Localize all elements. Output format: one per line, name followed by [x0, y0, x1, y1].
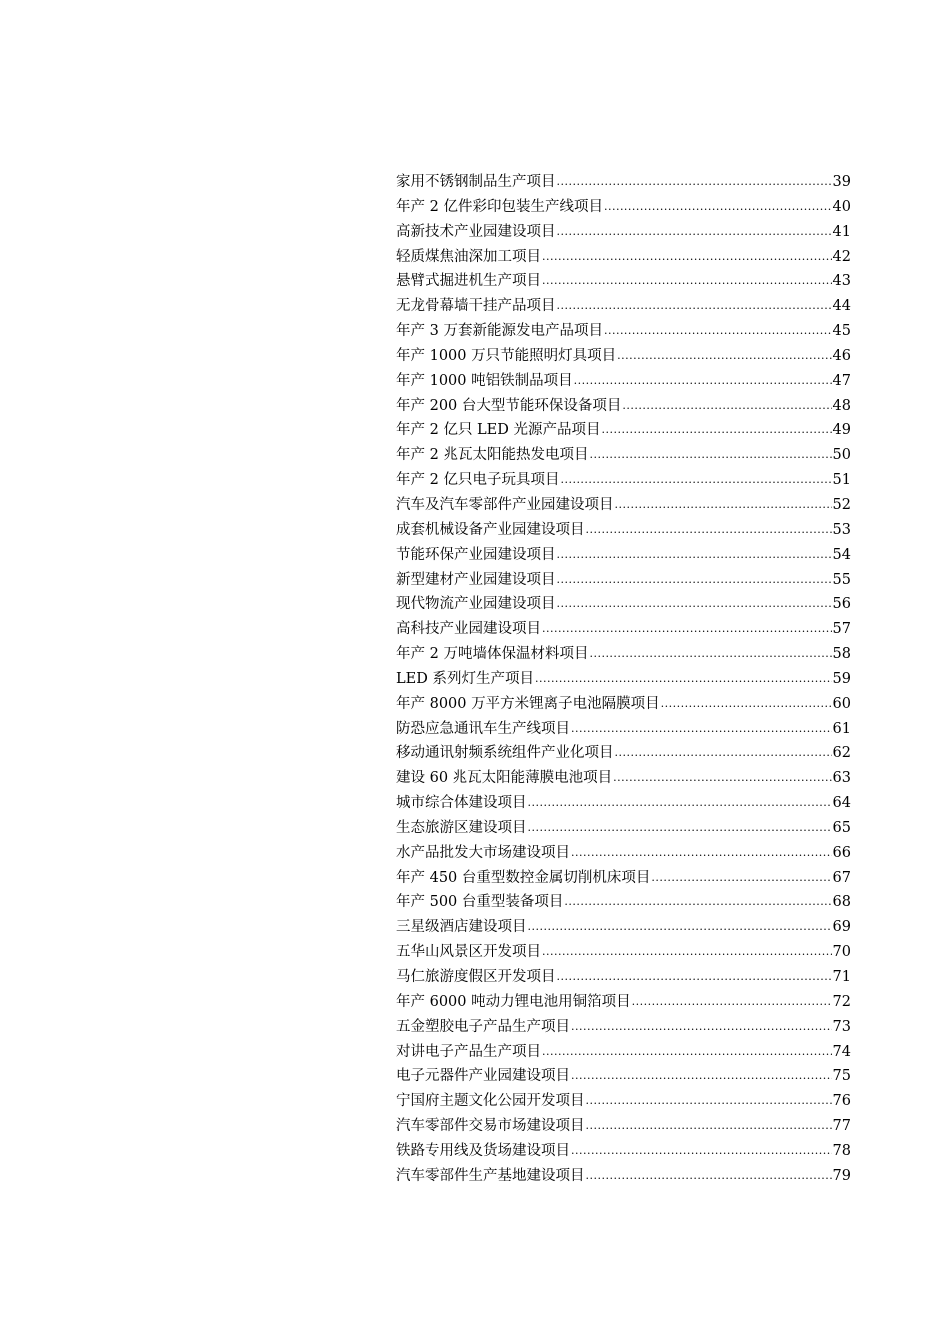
toc-dot-leader: [613, 766, 831, 791]
toc-entry[interactable]: [396, 195, 851, 220]
toc-entry-title: 马仁旅游度假区开发项目: [396, 969, 556, 985]
toc-dot-leader: [542, 1040, 832, 1065]
toc-entry-page-number: 51: [832, 472, 851, 489]
toc-entry-title: 节能环保产业园建设项目: [396, 546, 556, 563]
toc-entry-title: LED 系列灯生产项目: [396, 670, 534, 687]
toc-dot-leader: [604, 195, 832, 220]
toc-entry-page-number: 74: [832, 1043, 851, 1060]
toc-entry[interactable]: [396, 741, 851, 766]
toc-entry-page-number: 56: [832, 596, 851, 613]
toc-entry-page-number: 60: [832, 695, 851, 712]
toc-entry-page-number: 58: [832, 646, 851, 663]
toc-entry-title: 年产 2 万吨墙体保温材料项目: [396, 646, 589, 663]
toc-dot-leader: [604, 319, 832, 344]
toc-entry[interactable]: [396, 940, 851, 965]
toc-dot-leader: [535, 667, 832, 692]
toc-entry[interactable]: [396, 816, 851, 841]
toc-dot-leader: [528, 816, 832, 841]
toc-entry-title: 成套机械设备产业园建设项目: [396, 521, 585, 538]
toc-entry-page-number: 69: [832, 919, 851, 936]
toc-entry-title: 年产 2 亿件彩印包装生产线项目: [396, 198, 603, 215]
toc-entry-page-number: 43: [832, 273, 851, 290]
toc-entry[interactable]: [396, 1164, 851, 1189]
toc-entry[interactable]: [396, 443, 851, 468]
toc-entry-page-number: 71: [832, 969, 851, 985]
toc-entry-page-number: 62: [832, 745, 851, 762]
toc-entry-title: 对讲电子产品生产项目: [396, 1043, 541, 1060]
toc-entry-page-number: 63: [832, 770, 851, 787]
toc-entry-page-number: 50: [832, 447, 851, 464]
toc-dot-leader: [557, 568, 832, 593]
toc-entry[interactable]: [396, 220, 851, 245]
toc-entry-title: 年产 6000 吨动力锂电池用铜箔项目: [396, 993, 631, 1010]
toc-entry[interactable]: [396, 1089, 851, 1114]
toc-entry[interactable]: [396, 841, 851, 866]
toc-dot-leader: [542, 269, 832, 294]
toc-entry-page-number: 78: [832, 1142, 851, 1159]
toc-dot-leader: [602, 418, 832, 443]
toc-entry-page-number: 57: [832, 621, 851, 638]
toc-entry-title: 年产 8000 万平方米锂离子电池隔膜项目: [396, 695, 660, 712]
toc-dot-leader: [617, 344, 831, 369]
toc-dot-leader: [586, 1114, 832, 1139]
toc-entry[interactable]: [396, 1015, 851, 1040]
toc-dot-leader: [557, 170, 832, 195]
toc-entry[interactable]: [396, 965, 851, 990]
toc-entry[interactable]: [396, 1040, 851, 1065]
toc-entry-title: 五金塑胶电子产品生产项目: [396, 1018, 570, 1035]
toc-entry-page-number: 61: [832, 720, 851, 737]
toc-entry[interactable]: [396, 394, 851, 419]
toc-dot-leader: [651, 866, 831, 891]
toc-entry[interactable]: [396, 890, 851, 915]
toc-dot-leader: [615, 741, 832, 766]
toc-entry[interactable]: [396, 319, 851, 344]
toc-entry[interactable]: [396, 344, 851, 369]
toc-entry[interactable]: [396, 990, 851, 1015]
toc-entry[interactable]: [396, 592, 851, 617]
toc-entry[interactable]: [396, 418, 851, 443]
toc-entry-page-number: 46: [832, 347, 851, 364]
toc-dot-leader: [571, 717, 832, 742]
toc-dot-leader: [589, 642, 831, 667]
toc-dot-leader: [560, 468, 831, 493]
toc-dot-leader: [542, 245, 832, 270]
toc-dot-leader: [571, 1064, 832, 1089]
toc-dot-leader: [557, 220, 832, 245]
toc-dot-leader: [574, 369, 832, 394]
toc-entry-page-number: 41: [832, 223, 851, 240]
toc-dot-leader: [571, 841, 832, 866]
toc-entry[interactable]: [396, 518, 851, 543]
toc-entry[interactable]: [396, 468, 851, 493]
toc-entry-title: 汽车零部件生产基地建设项目: [396, 1167, 585, 1184]
toc-entry-title: 年产 1000 吨铝铁制品项目: [396, 372, 573, 389]
toc-entry-page-number: 68: [832, 894, 851, 911]
toc-entry-page-number: 77: [832, 1118, 851, 1135]
toc-entry-page-number: 42: [832, 248, 851, 265]
toc-dot-leader: [571, 1139, 832, 1164]
toc-entry-page-number: 76: [832, 1093, 851, 1110]
toc-entry-title: 铁路专用线及货场建设项目: [396, 1142, 570, 1159]
toc-dot-leader: [586, 1164, 832, 1189]
toc-entry-page-number: 75: [832, 1068, 851, 1085]
toc-dot-leader: [632, 990, 832, 1015]
toc-entry-title: 移动通讯射频系统组件产业化项目: [396, 745, 614, 762]
toc-entry-title: 水产品批发大市场建设项目: [396, 844, 570, 861]
toc-entry-title: 无龙骨幕墙干挂产品项目: [396, 298, 556, 315]
toc-entry[interactable]: [396, 667, 851, 692]
toc-dot-leader: [622, 394, 831, 419]
toc-entry-title: 年产 200 台大型节能环保设备项目: [396, 397, 622, 414]
toc-dot-leader: [589, 443, 831, 468]
toc-dot-leader: [571, 1015, 832, 1040]
toc-dot-leader: [557, 965, 832, 990]
toc-dot-leader: [615, 493, 832, 518]
toc-entry-page-number: 49: [832, 422, 851, 439]
toc-entry[interactable]: [396, 245, 851, 270]
toc-entry-page-number: 52: [832, 496, 851, 513]
toc-entry[interactable]: [396, 766, 851, 791]
toc-entry[interactable]: [396, 915, 851, 940]
toc-entry[interactable]: [396, 1064, 851, 1089]
toc-entry-page-number: 59: [832, 670, 851, 687]
toc-entry-title: 年产 2 亿只 LED 光源产品项目: [396, 422, 601, 439]
toc-dot-leader: [542, 940, 832, 965]
toc-entry-title: 城市综合体建设项目: [396, 795, 527, 812]
toc-dot-leader: [586, 1089, 832, 1114]
toc-entry-page-number: 45: [832, 323, 851, 340]
table-of-contents: [396, 170, 851, 1189]
toc-entry-page-number: 73: [832, 1018, 851, 1035]
toc-entry-title: 年产 2 亿只电子玩具项目: [396, 472, 560, 489]
toc-entry-title: 悬臂式掘进机生产项目: [396, 273, 541, 290]
toc-entry-page-number: 48: [832, 397, 851, 414]
toc-entry-title: 建设 60 兆瓦太阳能薄膜电池项目: [396, 770, 613, 787]
toc-entry-title: 轻质煤焦油深加工项目: [396, 248, 541, 265]
toc-entry[interactable]: [396, 866, 851, 891]
toc-entry-title: 新型建材产业园建设项目: [396, 571, 556, 588]
toc-entry[interactable]: [396, 369, 851, 394]
toc-dot-leader: [542, 617, 832, 642]
toc-entry[interactable]: [396, 543, 851, 568]
toc-dot-leader: [528, 915, 832, 940]
toc-entry-page-number: 66: [832, 844, 851, 861]
toc-entry-page-number: 44: [832, 298, 851, 315]
toc-dot-leader: [564, 890, 831, 915]
toc-entry-title: 现代物流产业园建设项目: [396, 596, 556, 613]
toc-entry-title: 防恐应急通讯车生产线项目: [396, 720, 570, 737]
toc-entry-page-number: 39: [832, 174, 851, 190]
toc-entry-page-number: 54: [832, 546, 851, 563]
toc-entry[interactable]: [396, 1139, 851, 1164]
toc-entry-title: 三星级酒店建设项目: [396, 919, 527, 936]
toc-entry-page-number: 64: [832, 795, 851, 812]
toc-entry-title: 生态旅游区建设项目: [396, 819, 527, 836]
toc-dot-leader: [661, 692, 832, 717]
toc-entry-title: 年产 450 台重型数控金属切削机床项目: [396, 869, 651, 886]
toc-dot-leader: [528, 791, 832, 816]
toc-entry-title: 汽车零部件交易市场建设项目: [396, 1118, 585, 1135]
toc-entry-title: 宁国府主题文化公园开发项目: [396, 1093, 585, 1110]
toc-entry-page-number: 79: [832, 1167, 851, 1184]
toc-entry-title: 高新技术产业园建设项目: [396, 223, 556, 240]
toc-entry-title: 年产 3 万套新能源发电产品项目: [396, 323, 603, 340]
toc-entry-title: 汽车及汽车零部件产业园建设项目: [396, 496, 614, 513]
toc-dot-leader: [557, 592, 832, 617]
toc-entry-page-number: 65: [832, 819, 851, 836]
toc-entry-title: 年产 1000 万只节能照明灯具项目: [396, 347, 617, 364]
toc-entry[interactable]: [396, 791, 851, 816]
toc-entry[interactable]: [396, 170, 851, 195]
toc-entry-page-number: 67: [832, 869, 851, 886]
toc-entry-page-number: 55: [832, 571, 851, 588]
toc-entry-page-number: 70: [832, 944, 851, 961]
toc-entry[interactable]: [396, 493, 851, 518]
toc-entry-title: 年产 2 兆瓦太阳能热发电项目: [396, 447, 589, 464]
toc-entry-page-number: 72: [832, 993, 851, 1010]
toc-entry[interactable]: [396, 642, 851, 667]
toc-entry[interactable]: [396, 692, 851, 717]
toc-entry[interactable]: [396, 568, 851, 593]
toc-entry-page-number: 53: [832, 521, 851, 538]
toc-entry-title: 高科技产业园建设项目: [396, 621, 541, 638]
toc-entry[interactable]: [396, 1114, 851, 1139]
toc-entry[interactable]: [396, 717, 851, 742]
toc-entry-title: 年产 500 台重型装备项目: [396, 894, 564, 911]
toc-entry-page-number: 47: [832, 372, 851, 389]
toc-entry-page-number: 40: [832, 198, 851, 215]
toc-dot-leader: [557, 543, 832, 568]
toc-entry-title: 电子元器件产业园建设项目: [396, 1068, 570, 1085]
toc-dot-leader: [557, 294, 832, 319]
toc-entry[interactable]: [396, 617, 851, 642]
toc-dot-leader: [586, 518, 832, 543]
toc-entry[interactable]: [396, 294, 851, 319]
toc-entry-title: 五华山风景区开发项目: [396, 944, 541, 961]
toc-entry[interactable]: [396, 269, 851, 294]
toc-entry-title: 家用不锈钢制品生产项目: [396, 174, 556, 190]
